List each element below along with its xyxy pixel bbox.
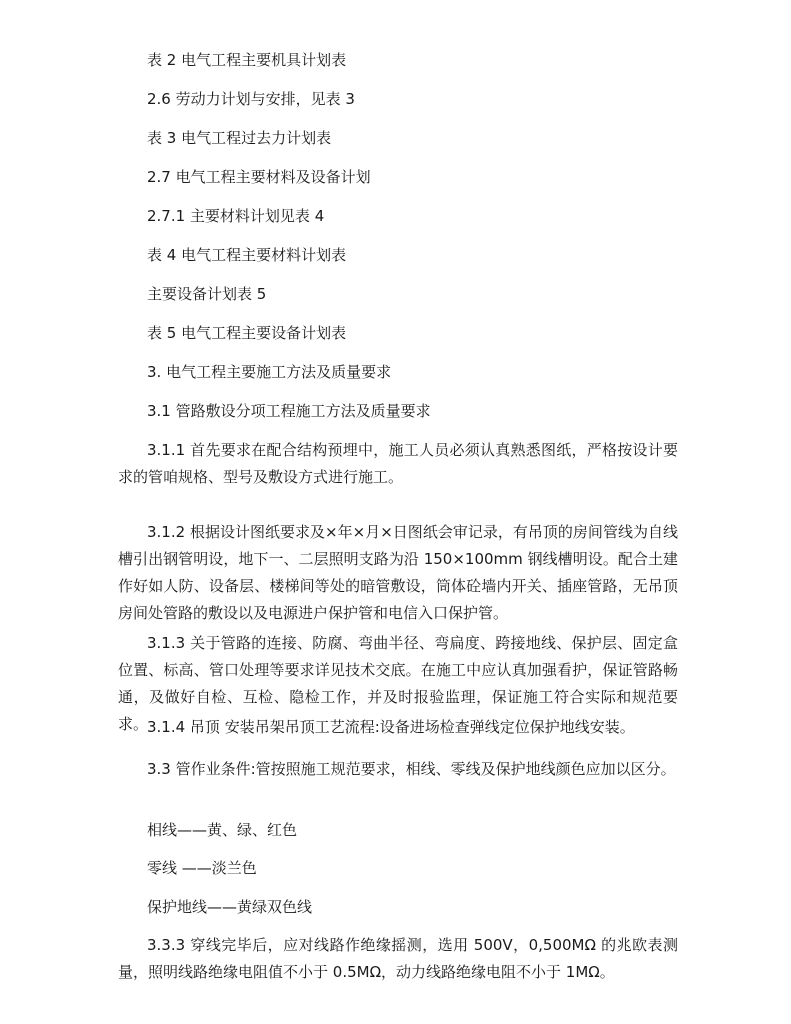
heading-section-3: 3. 电气工程主要施工方法及质量要求 <box>147 363 392 381</box>
neutral-wire-color: 零线 ——淡兰色 <box>147 859 257 877</box>
heading-table-5: 表 5 电气工程主要设备计划表 <box>147 324 347 342</box>
paragraph-3-3: 3.3 管作业条件:管按照施工规范要求，相线、零线及保护地线颜色应加以区分。 <box>147 760 676 778</box>
ground-wire-color: 保护地线——黄绿双色线 <box>147 898 313 916</box>
heading-equipment-plan: 主要设备计划表 5 <box>147 285 267 303</box>
paragraph-3-1-1: 3.1.1 首先要求在配合结构预埋中，施工人员必须认真熟悉图纸，严格按设计要求的管咱规格、型号及敷设方式进行施工。 <box>118 441 678 486</box>
heading-2-7-1: 2.7.1 主要材料计划见表 4 <box>147 207 325 225</box>
paragraph-3-1-2: 3.1.2 根据设计图纸要求及×年×月×日图纸会审记录，有吊顶的房间管线为自线槽引出钢管明设，地下一、二层照明支路为沿 150×100mm 钢线槽明设。配合土建作好如人防、设备层、楼梯间等处的暗管敷设，筒体砼墙内开关、插座管路，无吊顶房间处管路的敷设以及电源进户保护管和电信入口保护管。 <box>118 523 678 622</box>
paragraph-3-1-3: 3.1.3 关于管路的连接、防腐、弯曲半径、弯扁度、跨接地线、保护层、固定盒位置、标高、管口处理等要求详见技术交底。在施工中应认真加强看护，保证管路畅通，及做好自检、互检、隐检工作，并及时报验监理，保证施工符合实际和规范要求。 <box>118 634 678 733</box>
phase-wire-colors: 相线——黄、绿、红色 <box>147 821 298 839</box>
heading-table-3: 表 3 电气工程过去力计划表 <box>147 129 332 147</box>
heading-2-7: 2.7 电气工程主要材料及设备计划 <box>147 168 371 186</box>
heading-table-2: 表 2 电气工程主要机具计划表 <box>147 51 347 69</box>
heading-table-4: 表 4 电气工程主要材料计划表 <box>147 246 347 264</box>
paragraph-3-3-3: 3.3.3 穿线完毕后，应对线路作绝缘摇测，选用 500V，0,500MΩ 的兆欧表测量，照明线路绝缘电阻值不小于 0.5MΩ，动力线路绝缘电阻不小于 1MΩ。 <box>118 936 678 981</box>
heading-3-1: 3.1 管路敷设分项工程施工方法及质量要求 <box>147 402 431 420</box>
heading-2-6: 2.6 劳动力计划与安排，见表 3 <box>147 90 355 108</box>
paragraph-3-1-4: 3.1.4 吊顶 安装吊架吊顶工艺流程:设备进场检查弹线定位保护地线安装。 <box>147 718 635 736</box>
